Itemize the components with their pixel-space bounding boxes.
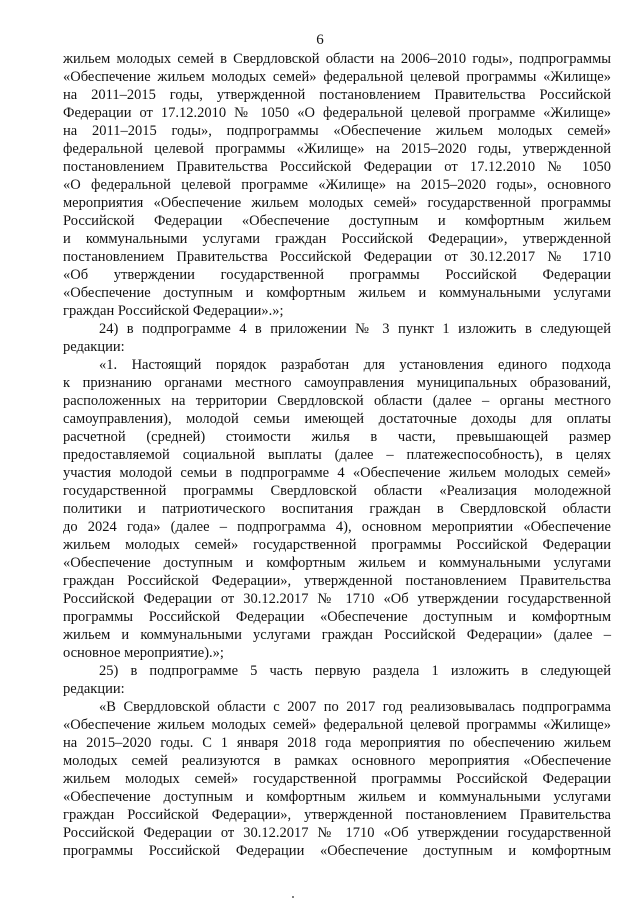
text-line: редакции: [63, 681, 125, 697]
text-line: самоуправления), молодой семьи имеющей достаточные доходы для оплаты [63, 411, 611, 427]
text-line: на 2011–2015 годы», подпрограммы «Обеспечение жильем молодых семей» [63, 123, 611, 139]
text-line: на 2015–2020 годы. С 1 января 2018 года мероприятия по обеспечению жильем [63, 735, 611, 751]
text-line: политики и патриотического воспитания граждан в Свердловской области [63, 501, 611, 517]
text-line: «Обеспечение доступным и комфортным жильем и коммунальными услугами [63, 285, 611, 301]
text-line: редакции: [63, 339, 125, 355]
text-line: расположенных на территории Свердловской области (далее – органы местного [63, 393, 611, 409]
text-line: постановлением Правительства Российской Федерации от 17.12.2010 № 1050 [63, 159, 611, 175]
text-line: «Об утверждении государственной программы Российской Федерации [63, 267, 611, 283]
text-line: программы Российской Федерации «Обеспечение доступным и комфортным [63, 609, 611, 625]
text-line: «1. Настоящий порядок разработан для установления единого подхода [99, 357, 611, 373]
text-line: постановлением Правительства Российской Федерации от 30.12.2017 № 1710 [63, 249, 611, 265]
text-line: предоставляемой социальной выплаты (далее – платежеспособность), в целях [63, 447, 611, 463]
text-line: 24) в подпрограмме 4 в приложении № 3 пункт 1 изложить в следующей [99, 321, 611, 337]
text-line: Российской Федерации от 30.12.2017 № 1710 «Об утверждении государственной [63, 825, 611, 841]
text-line: основное мероприятие).»; [63, 645, 224, 661]
text-line: «Обеспечение доступным и комфортным жильем и коммунальными услугами [63, 555, 611, 571]
text-line: жильем молодых семей» государственной программы Российской Федерации [63, 771, 611, 787]
text-line: 25) в подпрограмме 5 часть первую раздела 1 изложить в следующей [99, 663, 611, 679]
text-line: на 2011–2015 годы, утвержденной постановлением Правительства Российской [63, 87, 611, 103]
text-line: до 2024 года» (далее – подпрограмма 4), основном мероприятии «Обеспечение [63, 519, 611, 535]
scan-artifact [292, 896, 294, 898]
text-line: и коммунальными услугами граждан Российской Федерации», утвержденной [63, 231, 611, 247]
text-line: «Обеспечение жильем молодых семей» федеральной целевой программы «Жилище» [63, 717, 611, 733]
text-line: жильем молодых семей» государственной программы Российской Федерации [63, 537, 611, 553]
text-line: Российской Федерации «Обеспечение доступным и комфортным жильем [63, 213, 611, 229]
text-line: «В Свердловской области с 2007 по 2017 год реализовывалась подпрограмма [99, 699, 611, 715]
text-line: Российской Федерации от 30.12.2017 № 1710 «Об утверждении государственной [63, 591, 611, 607]
page-number: 6 [316, 32, 324, 48]
text-line: молодых семей реализуются в рамках основного мероприятия «Обеспечение [63, 753, 611, 769]
text-line: федеральной целевой программы «Жилище» на 2015–2020 годы, утвержденной [63, 141, 611, 157]
text-line: «Обеспечение жильем молодых семей» федеральной целевой программы «Жилище» [63, 69, 611, 85]
text-line: граждан Российской Федерации», утвержденной постановлением Правительства [63, 807, 611, 823]
text-line: к признанию органами местного самоуправления муниципальных образований, [63, 375, 611, 391]
text-line: мероприятия «Обеспечение жильем молодых семей» государственной программы [63, 195, 611, 211]
text-line: участия молодой семьи в подпрограмме 4 «Обеспечение жильем молодых семей» [63, 465, 611, 481]
text-line: Федерации от 17.12.2010 № 1050 «О федеральной целевой программе «Жилище» [63, 105, 611, 121]
text-line: «Обеспечение доступным и комфортным жильем и коммунальными услугами [63, 789, 611, 805]
text-line: «О федеральной целевой программе «Жилище» на 2015–2020 годы», основного [63, 177, 611, 193]
text-line: программы Российской Федерации «Обеспечение доступным и комфортным [63, 843, 611, 859]
body-text [63, 50, 611, 860]
text-line: государственной программы Свердловской области «Реализация молодежной [63, 483, 611, 499]
text-line: жильем молодых семей в Свердловской области на 2006–2010 годы», подпрограммы [63, 51, 611, 67]
text-line: граждан Российской Федерации», утвержденной постановлением Правительства [63, 573, 611, 589]
text-line: граждан Российской Федерации».»; [63, 303, 284, 319]
text-line: расчетной (средней) стоимости жилья в части, превышающей размер [63, 429, 611, 445]
text-line: жильем и коммунальными услугами граждан Российской Федерации» (далее – [63, 627, 611, 643]
